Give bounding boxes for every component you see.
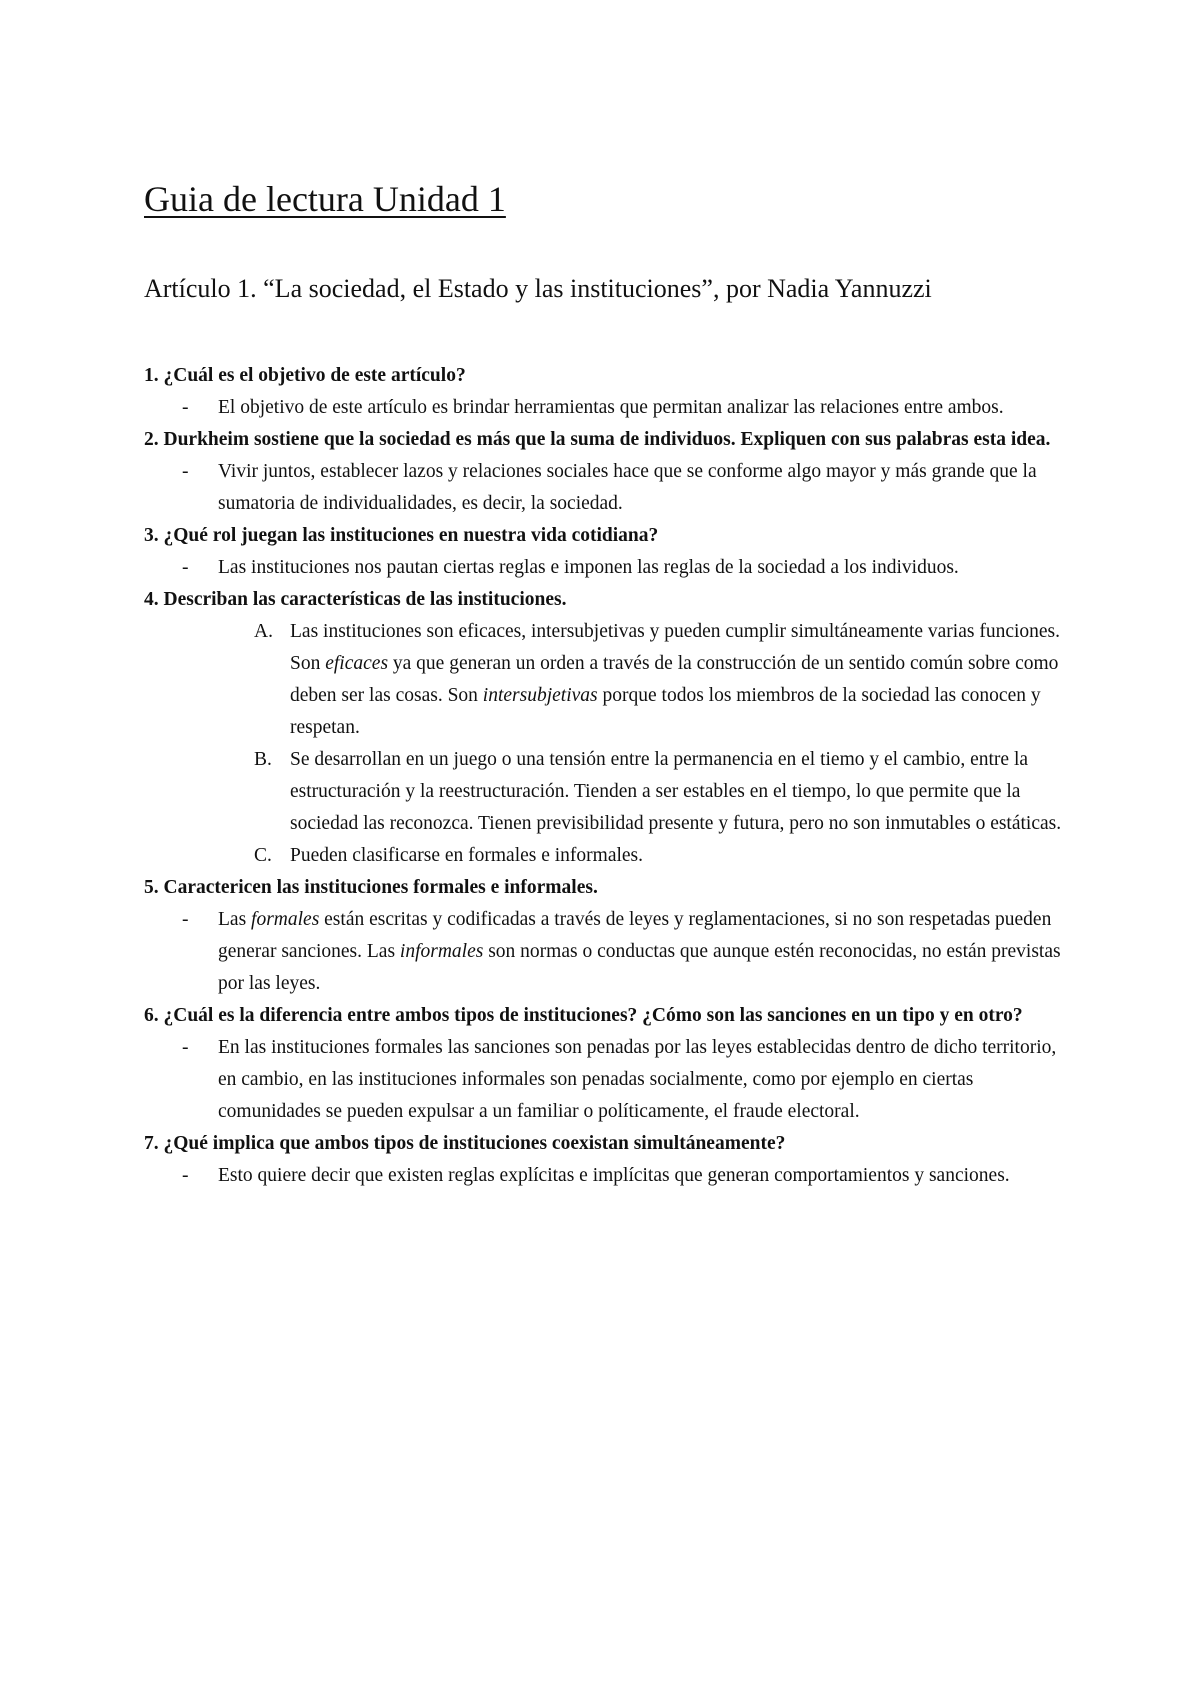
- item-a-italic-2: intersubjetivas: [482, 685, 598, 706]
- question-5: 5. Caractericen las instituciones formales e informales.: [144, 877, 598, 898]
- question-list: [144, 360, 1064, 1192]
- answer-5-italic-2: informales: [399, 941, 484, 962]
- question-1: 1. ¿Cuál es el objetivo de este artículo?: [144, 365, 466, 386]
- answer-3-text: Las instituciones nos pautan ciertas reglas e imponen las reglas de la sociedad a los individuos.: [218, 557, 959, 578]
- answer-5: [182, 904, 1064, 1000]
- answer-2: [182, 456, 1064, 520]
- item-a-text-3: porque todos los miembros de la sociedad las conocen y respetan.: [290, 685, 1041, 738]
- item-a-text-1: Las instituciones son eficaces, intersubjetivas y pueden cumplir simultáneamente varias funciones. Son: [290, 621, 1061, 674]
- answer-2-text: Vivir juntos, establecer lazos y relaciones sociales hace que se conforme algo mayor y más grande que la sumatoria de individualidades, es decir, la sociedad.: [218, 461, 1037, 514]
- dash-bullet: -: [182, 1165, 189, 1186]
- question-6: 6. ¿Cuál es la diferencia entre ambos tipos de instituciones? ¿Cómo son las sanciones en un tipo y en otro?: [144, 1005, 1023, 1026]
- question-3: 3. ¿Qué rol juegan las instituciones en nuestra vida cotidiana?: [144, 525, 659, 546]
- answer-5-text-3: son normas o conductas que aunque estén reconocidas, no están previstas por las leyes.: [218, 941, 1061, 994]
- document-title: Guia de lectura Unidad 1: [144, 179, 506, 219]
- answer-4-item-c: [254, 840, 1064, 872]
- item-label: B.: [254, 749, 272, 770]
- answer-5-text-1: Las: [218, 909, 252, 930]
- question-4: 4. Describan las características de las instituciones.: [144, 589, 567, 610]
- answer-7: [182, 1160, 1064, 1192]
- article-heading: Artículo 1. “La sociedad, el Estado y las instituciones”, por Nadia Yannuzzi: [144, 274, 932, 303]
- answer-5-text-2: están escritas y codificadas a través de leyes y reglamentaciones, si no son respetadas pueden generar sanciones. Las: [218, 909, 1052, 962]
- dash-bullet: -: [182, 461, 189, 482]
- item-label: A.: [254, 621, 273, 642]
- item-c-text: Pueden clasificarse en formales e informales.: [290, 845, 644, 866]
- answer-3: [182, 552, 1064, 584]
- item-a-text-2: ya que generan un orden a través de la construcción de un sentido común sobre como deben ser las cosas. Son: [290, 653, 1059, 706]
- question-2: 2. Durkheim sostiene que la sociedad es más que la suma de individuos. Expliquen con sus palabras esta idea.: [144, 429, 1051, 450]
- answer-4-item-a: [254, 616, 1064, 744]
- answer-7-text: Esto quiere decir que existen reglas explícitas e implícitas que generan comportamientos y sanciones.: [218, 1165, 1010, 1186]
- item-a-italic-1: eficaces: [325, 653, 389, 674]
- answer-1-text: El objetivo de este artículo es brindar herramientas que permitan analizar las relaciones entre ambos.: [218, 397, 1004, 418]
- dash-bullet: -: [182, 557, 189, 578]
- answer-6-text: En las instituciones formales las sanciones son penadas por las leyes establecidas dentro de dicho territorio, en cambio, en las instituciones informales son penadas socialmente, como por ejemplo en ciertas comunidades se pueden expulsar a un familiar o políticamente, el fraude electoral.: [218, 1037, 1057, 1122]
- item-b-text: Se desarrollan en un juego o una tensión entre la permanencia en el tiemo y el cambio, entre la estructuración y la reestructuración. Tienden a ser estables en el tiempo, lo que permite que la sociedad las reconozca. Tienen previsibilidad presente y futura, pero no son inmutables o estáticas.: [290, 749, 1062, 834]
- answer-1: [182, 392, 1064, 424]
- item-label: C.: [254, 845, 272, 866]
- answer-5-italic-1: formales: [251, 909, 320, 930]
- question-7: 7. ¿Qué implica que ambos tipos de instituciones coexistan simultáneamente?: [144, 1133, 786, 1154]
- dash-bullet: -: [182, 1037, 189, 1058]
- dash-bullet: -: [182, 397, 189, 418]
- answer-4-item-b: [254, 744, 1064, 840]
- dash-bullet: -: [182, 909, 189, 930]
- answer-6: [182, 1032, 1064, 1128]
